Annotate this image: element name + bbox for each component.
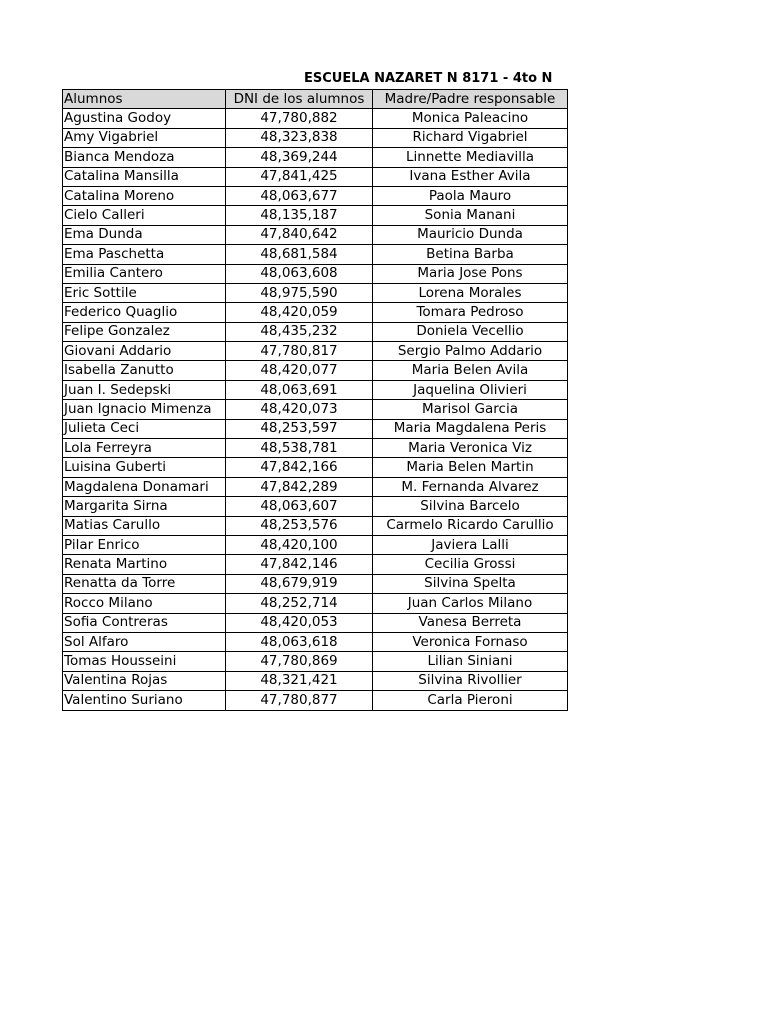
dni-cell: 47,841,425 bbox=[226, 167, 373, 186]
student-name-cell: Ema Paschetta bbox=[63, 245, 226, 264]
dni-cell: 48,321,421 bbox=[226, 671, 373, 690]
parent-name-cell: Cecilia Grossi bbox=[373, 555, 568, 574]
student-name-cell: Eric Sottile bbox=[63, 283, 226, 302]
parent-name-cell: Marisol Garcia bbox=[373, 400, 568, 419]
dni-cell: 48,252,714 bbox=[226, 594, 373, 613]
student-name-cell: Matias Carullo bbox=[63, 516, 226, 535]
parent-name-cell: Maria Veronica Viz bbox=[373, 439, 568, 458]
student-name-cell: Valentino Suriano bbox=[63, 691, 226, 710]
table-row bbox=[63, 671, 568, 690]
parent-name-cell: Silvina Rivollier bbox=[373, 671, 568, 690]
header-dni: DNI de los alumnos bbox=[226, 90, 373, 109]
parent-name-cell: Maria Belen Avila bbox=[373, 361, 568, 380]
table-body bbox=[63, 109, 568, 710]
student-name-cell: Renatta da Torre bbox=[63, 574, 226, 593]
student-name-cell: Pilar Enrico bbox=[63, 535, 226, 554]
table-row bbox=[63, 419, 568, 438]
dni-cell: 47,780,817 bbox=[226, 342, 373, 361]
dni-cell: 47,842,166 bbox=[226, 458, 373, 477]
parent-name-cell: Javiera Lalli bbox=[373, 535, 568, 554]
student-name-cell: Emilia Cantero bbox=[63, 264, 226, 283]
table-row bbox=[63, 245, 568, 264]
dni-cell: 48,538,781 bbox=[226, 439, 373, 458]
header-row bbox=[63, 90, 568, 109]
parent-name-cell: Paola Mauro bbox=[373, 186, 568, 205]
student-name-cell: Renata Martino bbox=[63, 555, 226, 574]
dni-cell: 47,780,869 bbox=[226, 652, 373, 671]
parent-name-cell: Linnette Mediavilla bbox=[373, 148, 568, 167]
table-row bbox=[63, 206, 568, 225]
table-row bbox=[63, 477, 568, 496]
parent-name-cell: Carmelo Ricardo Carullio bbox=[373, 516, 568, 535]
dni-cell: 48,420,053 bbox=[226, 613, 373, 632]
table-row bbox=[63, 148, 568, 167]
table-row bbox=[63, 574, 568, 593]
student-name-cell: Margarita Sirna bbox=[63, 497, 226, 516]
table-row bbox=[63, 613, 568, 632]
student-name-cell: Federico Quaglio bbox=[63, 303, 226, 322]
student-name-cell: Tomas Housseini bbox=[63, 652, 226, 671]
table-row bbox=[63, 361, 568, 380]
student-name-cell: Catalina Mansilla bbox=[63, 167, 226, 186]
parent-name-cell: Lilian Siniani bbox=[373, 652, 568, 671]
table-row bbox=[63, 652, 568, 671]
parent-name-cell: Silvina Barcelo bbox=[373, 497, 568, 516]
table-row bbox=[63, 342, 568, 361]
table-row bbox=[63, 225, 568, 244]
parent-name-cell: Silvina Spelta bbox=[373, 574, 568, 593]
student-name-cell: Catalina Moreno bbox=[63, 186, 226, 205]
student-name-cell: Amy Vigabriel bbox=[63, 128, 226, 147]
dni-cell: 48,975,590 bbox=[226, 283, 373, 302]
student-name-cell: Agustina Godoy bbox=[63, 109, 226, 128]
students-table bbox=[62, 89, 568, 711]
dni-cell: 48,435,232 bbox=[226, 322, 373, 341]
student-name-cell: Lola Ferreyra bbox=[63, 439, 226, 458]
dni-cell: 48,420,077 bbox=[226, 361, 373, 380]
sheet-title: ESCUELA NAZARET N 8171 - 4to N bbox=[304, 71, 553, 86]
student-name-cell: Julieta Ceci bbox=[63, 419, 226, 438]
parent-name-cell: Vanesa Berreta bbox=[373, 613, 568, 632]
table-row bbox=[63, 109, 568, 128]
header-responsable: Madre/Padre responsable bbox=[373, 90, 568, 109]
table-row bbox=[63, 167, 568, 186]
student-name-cell: Luisina Guberti bbox=[63, 458, 226, 477]
student-name-cell: Valentina Rojas bbox=[63, 671, 226, 690]
table-row bbox=[63, 516, 568, 535]
dni-cell: 48,063,607 bbox=[226, 497, 373, 516]
student-name-cell: Juan I. Sedepski bbox=[63, 380, 226, 399]
parent-name-cell: Maria Belen Martin bbox=[373, 458, 568, 477]
parent-name-cell: Sergio Palmo Addario bbox=[373, 342, 568, 361]
student-name-cell: Ema Dunda bbox=[63, 225, 226, 244]
dni-cell: 47,780,877 bbox=[226, 691, 373, 710]
dni-cell: 48,253,576 bbox=[226, 516, 373, 535]
dni-cell: 47,840,642 bbox=[226, 225, 373, 244]
parent-name-cell: Ivana Esther Avila bbox=[373, 167, 568, 186]
parent-name-cell: Mauricio Dunda bbox=[373, 225, 568, 244]
table-row bbox=[63, 458, 568, 477]
table-row bbox=[63, 186, 568, 205]
table-row bbox=[63, 535, 568, 554]
table-row bbox=[63, 128, 568, 147]
dni-cell: 48,063,618 bbox=[226, 632, 373, 651]
student-name-cell: Rocco Milano bbox=[63, 594, 226, 613]
parent-name-cell: Tomara Pedroso bbox=[373, 303, 568, 322]
dni-cell: 47,842,146 bbox=[226, 555, 373, 574]
table-row bbox=[63, 380, 568, 399]
parent-name-cell: Doniela Vecellio bbox=[373, 322, 568, 341]
parent-name-cell: Richard Vigabriel bbox=[373, 128, 568, 147]
student-name-cell: Juan Ignacio Mimenza bbox=[63, 400, 226, 419]
dni-cell: 48,420,100 bbox=[226, 535, 373, 554]
dni-cell: 48,681,584 bbox=[226, 245, 373, 264]
parent-name-cell: Carla Pieroni bbox=[373, 691, 568, 710]
table-row bbox=[63, 283, 568, 302]
dni-cell: 48,369,244 bbox=[226, 148, 373, 167]
dni-cell: 47,780,882 bbox=[226, 109, 373, 128]
table-row bbox=[63, 322, 568, 341]
dni-cell: 48,253,597 bbox=[226, 419, 373, 438]
table-row bbox=[63, 400, 568, 419]
table-row bbox=[63, 594, 568, 613]
table-row bbox=[63, 264, 568, 283]
student-name-cell: Cielo Calleri bbox=[63, 206, 226, 225]
table-row bbox=[63, 691, 568, 710]
header-alumnos: Alumnos bbox=[63, 90, 226, 109]
dni-cell: 48,420,073 bbox=[226, 400, 373, 419]
parent-name-cell: Juan Carlos Milano bbox=[373, 594, 568, 613]
student-name-cell: Felipe Gonzalez bbox=[63, 322, 226, 341]
parent-name-cell: Lorena Morales bbox=[373, 283, 568, 302]
student-name-cell: Sofia Contreras bbox=[63, 613, 226, 632]
table-row bbox=[63, 303, 568, 322]
student-name-cell: Bianca Mendoza bbox=[63, 148, 226, 167]
student-name-cell: Isabella Zanutto bbox=[63, 361, 226, 380]
parent-name-cell: Monica Paleacino bbox=[373, 109, 568, 128]
dni-cell: 48,420,059 bbox=[226, 303, 373, 322]
table-row bbox=[63, 497, 568, 516]
parent-name-cell: Maria Magdalena Peris bbox=[373, 419, 568, 438]
dni-cell: 48,679,919 bbox=[226, 574, 373, 593]
student-name-cell: Sol Alfaro bbox=[63, 632, 226, 651]
dni-cell: 48,063,608 bbox=[226, 264, 373, 283]
table-row bbox=[63, 439, 568, 458]
dni-cell: 48,323,838 bbox=[226, 128, 373, 147]
parent-name-cell: Maria Jose Pons bbox=[373, 264, 568, 283]
dni-cell: 48,063,691 bbox=[226, 380, 373, 399]
student-name-cell: Magdalena Donamari bbox=[63, 477, 226, 496]
parent-name-cell: M. Fernanda Alvarez bbox=[373, 477, 568, 496]
table-row bbox=[63, 632, 568, 651]
dni-cell: 48,135,187 bbox=[226, 206, 373, 225]
parent-name-cell: Jaquelina Olivieri bbox=[373, 380, 568, 399]
dni-cell: 48,063,677 bbox=[226, 186, 373, 205]
parent-name-cell: Betina Barba bbox=[373, 245, 568, 264]
student-name-cell: Giovani Addario bbox=[63, 342, 226, 361]
dni-cell: 47,842,289 bbox=[226, 477, 373, 496]
parent-name-cell: Sonia Manani bbox=[373, 206, 568, 225]
table-row bbox=[63, 555, 568, 574]
parent-name-cell: Veronica Fornaso bbox=[373, 632, 568, 651]
